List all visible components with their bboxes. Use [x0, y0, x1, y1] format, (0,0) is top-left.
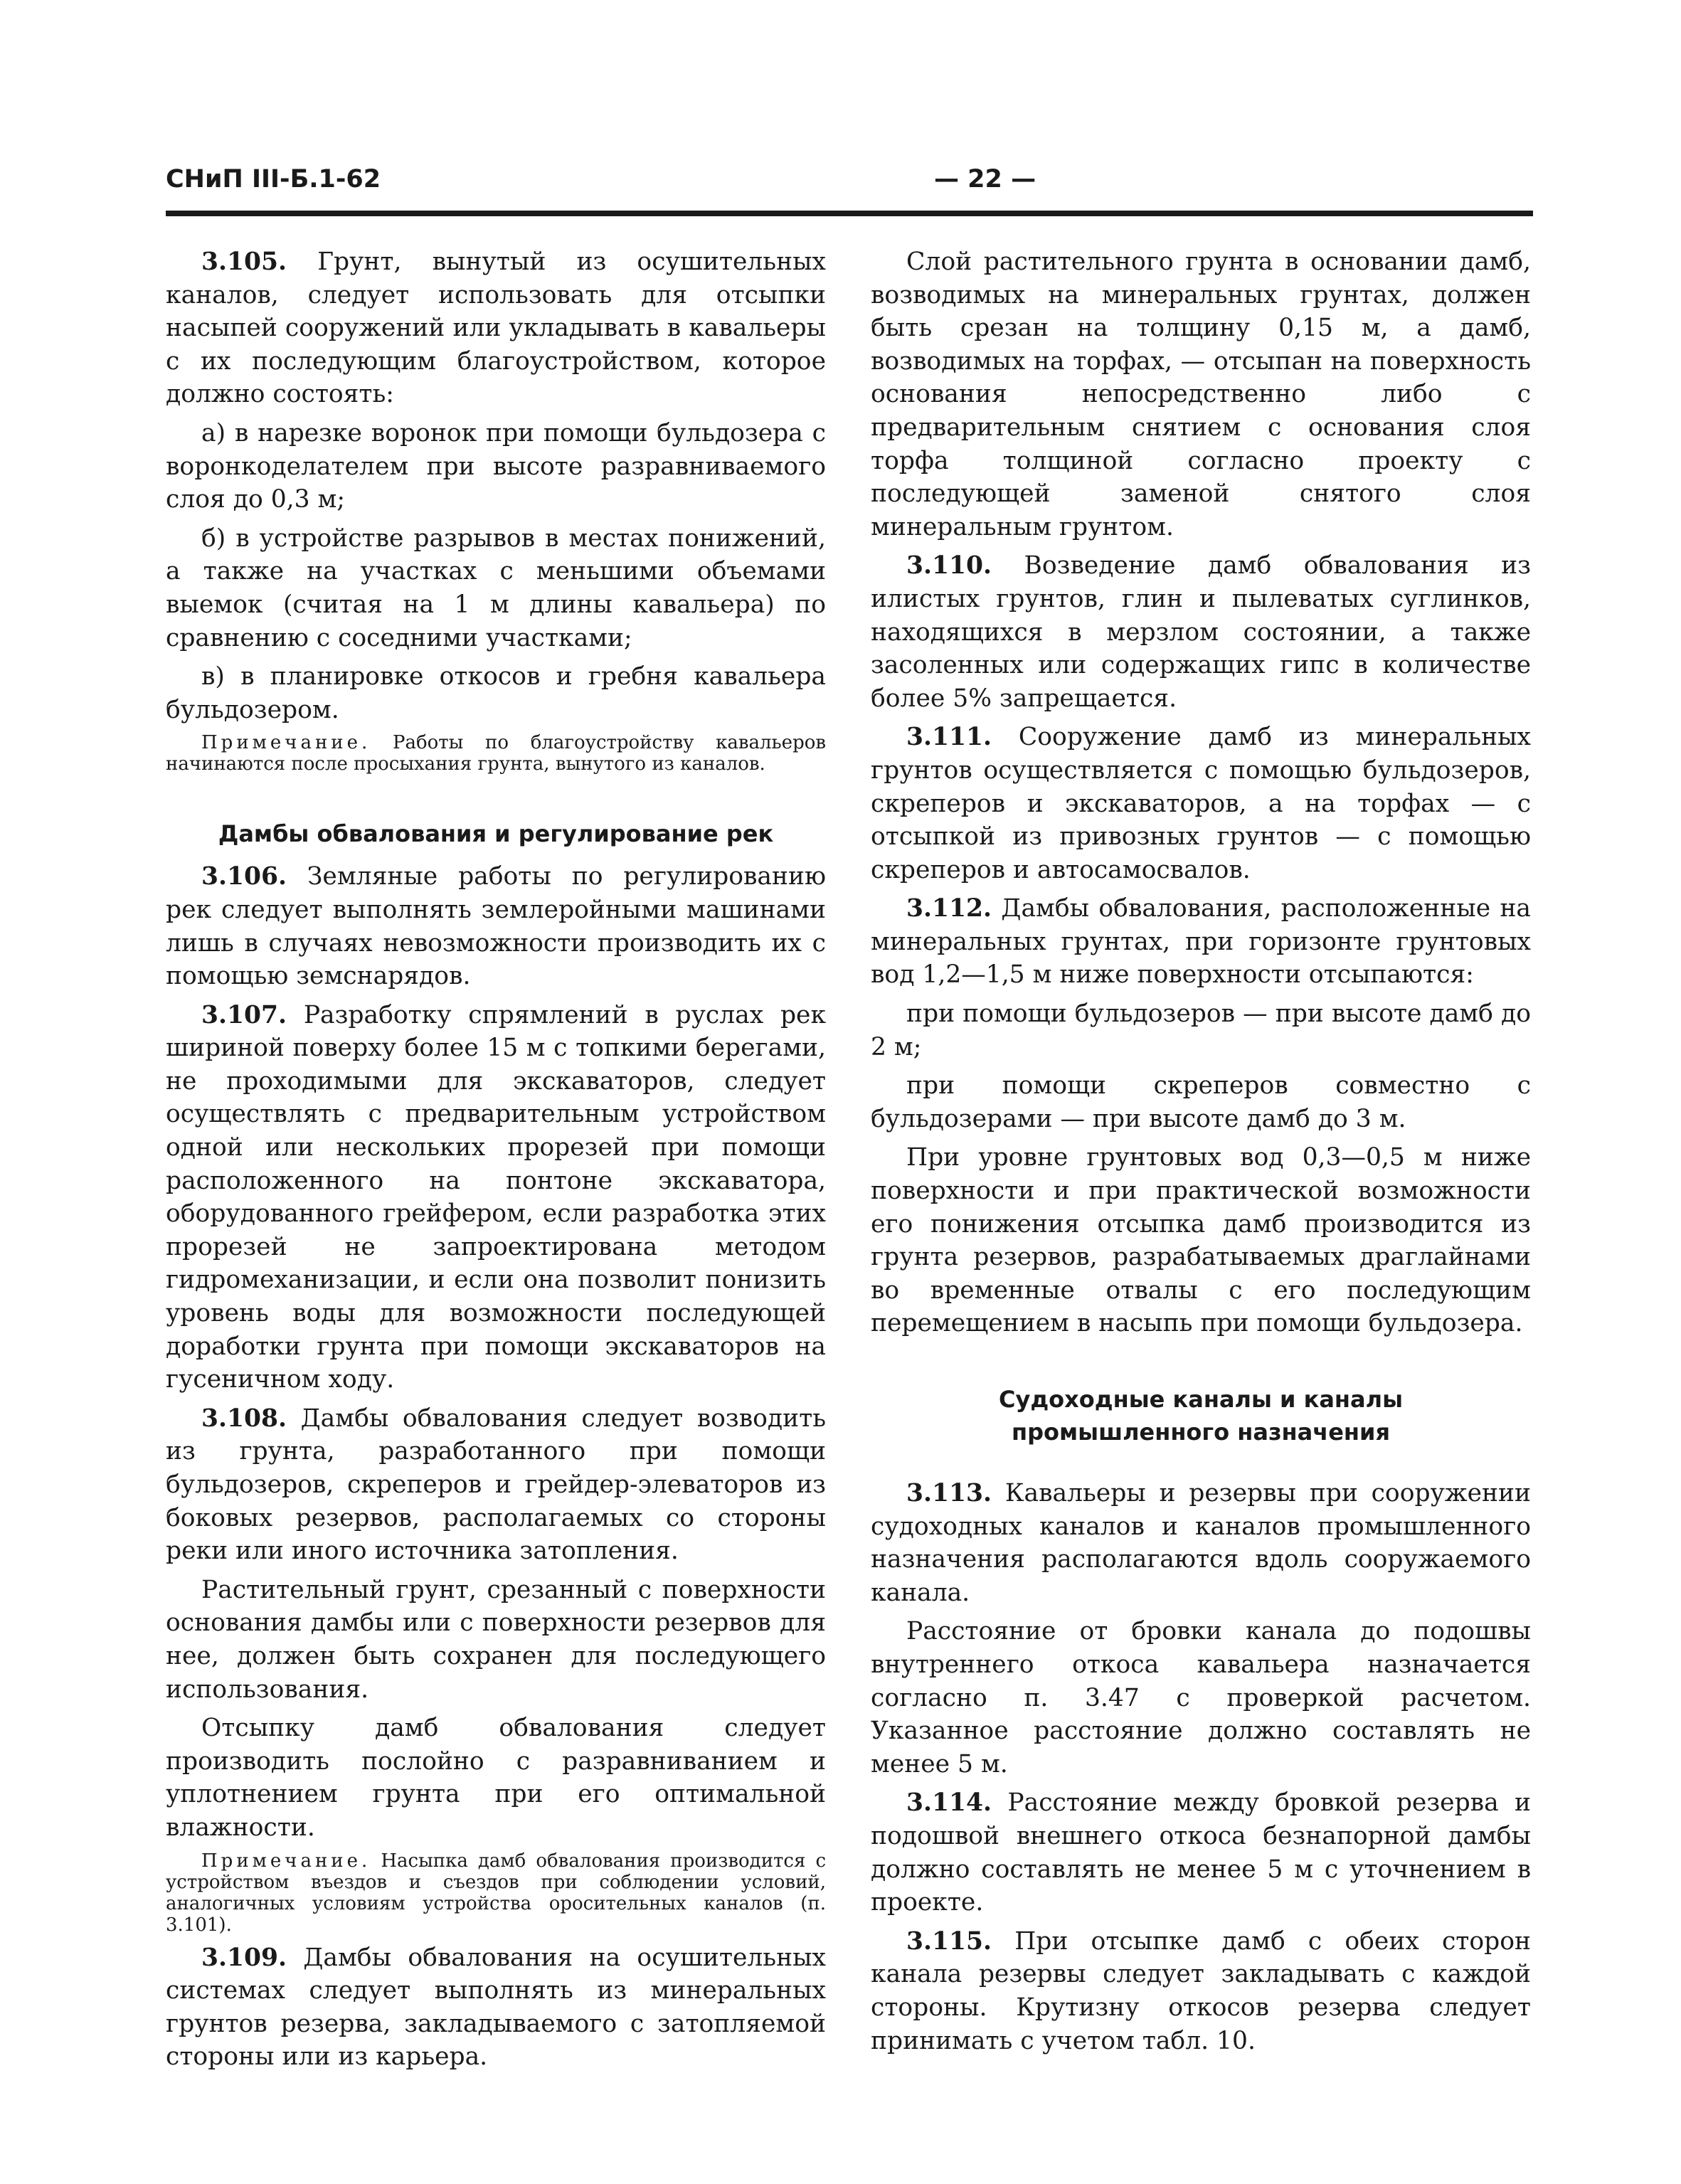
note-2	[166, 1850, 826, 1936]
list-item-c: в) в планировке откосов и гребня кавальера бульдозером.	[166, 662, 826, 724]
clause-text: Возведение дамб обвалования из илистых грунтов, глин и пылеватых суглинков, находящихся в мерзлом состоянии, а также засоленных или содержащих гипс в количестве более 5% запрещается.	[871, 551, 1531, 713]
clause-number: 3.115.	[906, 1926, 992, 1956]
paragraph-3-107	[166, 999, 826, 1396]
clause-number: 3.105.	[201, 248, 287, 276]
note-1	[166, 732, 826, 775]
paragraph-3-115	[871, 1925, 1531, 2057]
clause-number: 3.110.	[906, 551, 992, 581]
list-item-b: б) в устройстве разрывов в местах понижений, а также на участках с меньшими объемами выемок (считая на 1 м длины кавальера) по сравнению с соседними участками;	[166, 524, 826, 652]
clause-number: 3.108.	[201, 1404, 287, 1433]
paragraph-3-110	[871, 549, 1531, 715]
clause-number: 3.112.	[906, 894, 992, 923]
list-item-a: а) в нарезке воронок при помощи бульдозера с воронкоделателем при высоте разравниваемого слоя до 0,3 м;	[166, 418, 826, 514]
clause-number: 3.107.	[201, 1000, 287, 1029]
section-title-canals-line-1: Судоходные каналы и каналы	[998, 1386, 1403, 1413]
paragraph-3-108	[166, 1402, 826, 1568]
paragraph-3-109-continued: Слой растительного грунта в основании дамб, возводимых на минеральных грунтах, должен быть срезан на толщину 0,15 м, а дамб, возводимых на торфах, — отсыпан на поверхность основания непосредственно либо с предварительным снятием с основания слоя торфа толщиной согласно проекту с последующей заменой снятого слоя минеральным грунтом.	[871, 248, 1531, 541]
note-label: Примечание.	[201, 1850, 371, 1872]
clause-text: Разработку спрямлений в руслах рек шириной поверху более 15 м с топкими берегами, не проходимыми для экскаваторов, следует осуществлять с предварительным устройством одной или нескольких прорезей при помощи расположенного на понтоне экскаватора, оборудованного грейфером, если разработка этих прорезей не запроектирована методом гидромеханизации, и если она позволит понизить уровень воды для возможности последующей доработки грунта при помощи экскаваторов на гусеничном ходу.	[166, 1000, 827, 1394]
clause-number: 3.109.	[201, 1943, 287, 1972]
clause-text: При отсыпке дамб с обеих сторон канала резервы следует закладывать с каждой стороны. Крутизну откосов резерва следует принимать с учетом табл. 10.	[871, 1926, 1531, 2055]
paragraph-3-111	[871, 721, 1531, 886]
paragraph-3-113	[871, 1477, 1531, 1609]
section-title-dams: Дамбы обвалования и регулирование рек	[218, 820, 774, 848]
note-text: Работы по благоустройству кавальеров начинаются после просыхания грунта, вынутого из каналов.	[166, 732, 827, 775]
paragraph-3-112	[871, 892, 1531, 992]
clause-number: 3.114.	[906, 1788, 992, 1818]
page-number: — 22 —	[934, 165, 1036, 194]
paragraph-3-112-groundwater: При уровне грунтовых вод 0,3—0,5 м ниже поверхности и при практической возможности его понижения отсыпка дамб производится из грунта резервов, разрабатываемых драглайнами во временные отвалы с его последующим перемещением в насыпь при помощи бульдозера.	[871, 1143, 1531, 1338]
paragraph-3-108-topsoil: Растительный грунт, срезанный с поверхности основания дамбы или с поверхности резервов для нее, должен быть сохранен для последующего использования.	[166, 1575, 826, 1704]
clause-text: Кавальеры и резервы при сооружении судоходных каналов и каналов промышленного назначения располагаются вдоль сооружаемого канала.	[871, 1479, 1531, 1607]
clause-number: 3.113.	[906, 1479, 992, 1507]
list-item-scrapers: при помощи скреперов совместно с бульдозерами — при высоте дамб до 3 м.	[871, 1071, 1531, 1133]
page-header	[166, 155, 1533, 216]
clause-number: 3.111.	[906, 723, 992, 752]
paragraph-3-106	[166, 860, 826, 992]
clause-text: Дамбы обвалования, расположенные на минеральных грунтах, при горизонте грунтовых вод 1,2—1,5 м ниже поверхности отсыпаются:	[871, 894, 1532, 990]
clause-text: Дамбы обвалования следует возводить из грунта, разработанного при помощи бульдозеров, скреперов и грейдер-элеваторов из боковых резервов, располагаемых со стороны реки или иного источника затопления.	[166, 1404, 826, 1566]
paragraph-3-113-distance: Расстояние от бровки канала до подошвы внутреннего откоса кавальера назначается согласно п. 3.47 с проверкой расчетом. Указанное расстояние должно составлять не менее 5 м.	[871, 1617, 1531, 1779]
clause-text: Дамбы обвалования на осушительных системах следует выполнять из минеральных грунтов резерва, закладываемого с затопляемой стороны или из карьера.	[166, 1943, 826, 2072]
clause-text: Расстояние между бровкой резерва и подошвой внешнего откоса безнапорной дамбы должно составлять не менее 5 м с уточнением в проекте.	[871, 1788, 1531, 1917]
note-text: Насыпка дамб обвалования производится с устройством въездов и съездов при соблюдении условий, аналогичных условиям устройства оросительных каналов (п. 3.101).	[166, 1850, 826, 1936]
clause-text: Грунт, вынутый из осушительных каналов, следует использовать для отсыпки насыпей сооружений или укладывать в кавальеры с их последующим благоустройством, которое должно состоять:	[166, 248, 827, 409]
clause-text: Сооружение дамб из минеральных грунтов осуществляется с помощью бульдозеров, скреперов и экскаваторов, а на торфах — с отсыпкой из привозных грунтов — с помощью скреперов и автосамосвалов.	[871, 723, 1532, 884]
list-item-bulldozers: при помощи бульдозеров — при высоте дамб до 2 м;	[871, 1000, 1531, 1061]
clause-text: Земляные работы по регулированию рек следует выполнять землеройными машинами лишь в случаях невозможности производить их с помощью земснарядов.	[166, 862, 826, 991]
paragraph-3-109	[166, 1941, 826, 2074]
paragraph-3-108-layering: Отсыпку дамб обвалования следует производить послойно с разравниванием и уплотнением грунта при его оптимальной влажности.	[166, 1714, 826, 1842]
paragraph-3-114	[871, 1786, 1531, 1919]
section-title-canals-line-2: промышленного назначения	[1011, 1419, 1390, 1446]
left-column	[166, 245, 826, 2079]
note-label: Примечание.	[201, 732, 371, 754]
right-column	[871, 245, 1531, 2063]
document-code: СНиП III-Б.1-62	[166, 165, 381, 194]
paragraph-3-105	[166, 245, 826, 411]
clause-number: 3.106.	[201, 862, 287, 891]
